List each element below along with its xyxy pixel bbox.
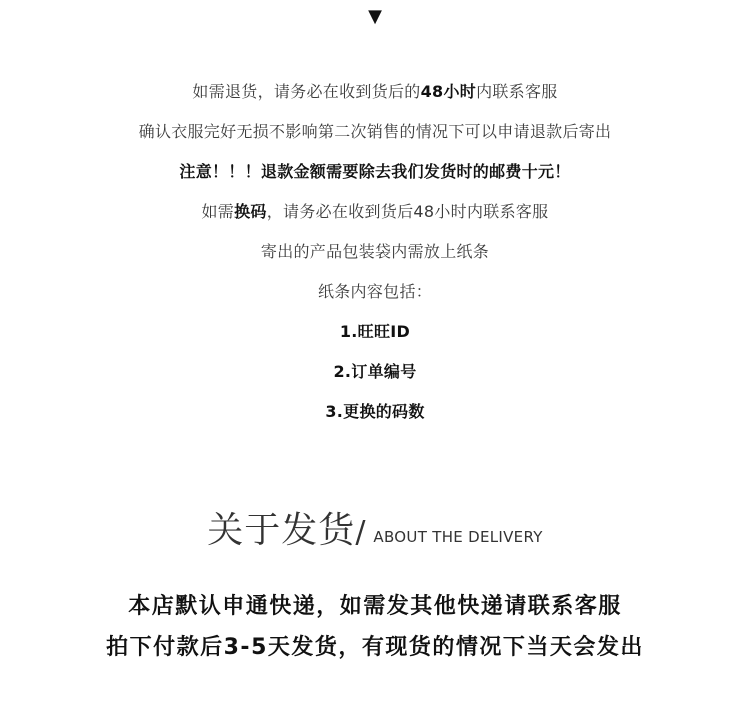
- returns-line-2: 确认衣服完好无损不影响第二次销售的情况下可以申请退款后寄出: [138, 122, 612, 141]
- exchange-line-1-prefix: 如需: [201, 202, 235, 221]
- exchange-item: 3.更换的码数: [325, 402, 425, 421]
- exchange-line-3: 纸条内容包括：: [317, 282, 433, 301]
- exchange-keyword: 换码: [234, 202, 267, 221]
- heading-slash: /: [355, 515, 366, 550]
- exchange-item: 1.旺旺ID: [339, 322, 411, 341]
- delivery-heading-en: ABOUT THE DELIVERY: [373, 528, 543, 546]
- returns-deadline: 48小时: [420, 82, 477, 101]
- delivery-line-1: 本店默认申通快递，如需发其他快递请联系客服: [128, 594, 622, 619]
- triangle-down-icon: ▼: [368, 6, 382, 27]
- exchange-line-1: [0, 200, 750, 224]
- exchange-line-2: 寄出的产品包装袋内需放上纸条: [260, 242, 490, 261]
- delivery-line-2: 拍下付款后3-5天发货，有现货的情况下当天会发出: [106, 635, 644, 660]
- exchange-line-1-suffix: ，请务必在收到货后48小时内联系客服: [266, 202, 549, 221]
- delivery-heading: [0, 507, 750, 561]
- exchange-item: 2.订单编号: [333, 362, 417, 381]
- returns-line-1-prefix: 如需退货，请务必在收到货后的: [192, 82, 421, 101]
- delivery-heading-cn: 关于发货: [207, 510, 356, 551]
- returns-line-1: [0, 80, 750, 104]
- returns-line-1-suffix: 内联系客服: [476, 82, 558, 101]
- returns-notice: 注意！！！退款金额需要除去我们发货时的邮费十元！: [179, 162, 571, 181]
